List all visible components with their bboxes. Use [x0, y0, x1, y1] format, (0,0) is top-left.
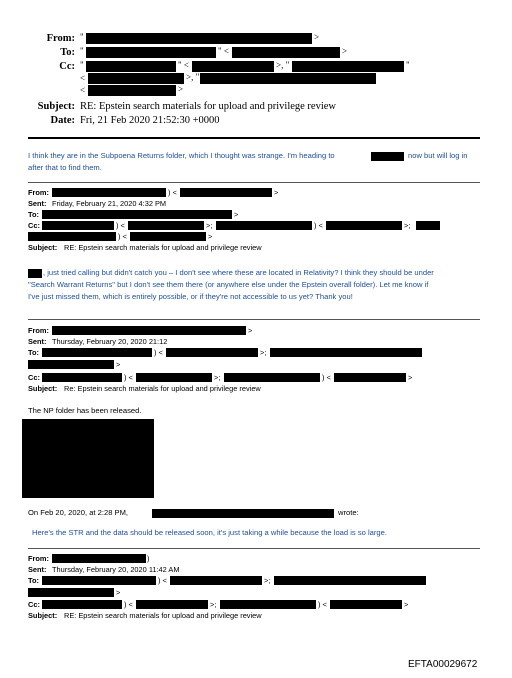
redaction — [200, 73, 376, 84]
to-label: To: — [28, 348, 39, 357]
angle-glyph: > — [116, 360, 121, 369]
cc-label: Cc: — [28, 373, 40, 382]
redaction — [180, 188, 272, 197]
redaction — [416, 221, 440, 230]
angle-glyph: ) < — [118, 232, 127, 241]
angle-glyph: > — [314, 32, 320, 42]
angle-glyph: ) < — [124, 600, 133, 609]
angle-glyph: > — [208, 232, 213, 241]
redaction — [326, 221, 402, 230]
redaction — [270, 348, 422, 357]
subject-label: Subject: — [37, 101, 75, 112]
angle-glyph: ) < — [168, 188, 177, 197]
angle-glyph: > — [274, 188, 279, 197]
message-line: I think they are in the Subpoena Returns folder, which I thought was strange. I'm heading to — [28, 151, 335, 160]
redaction — [170, 576, 262, 585]
angle-glyph: >, " — [276, 60, 290, 70]
redaction — [274, 576, 426, 585]
redaction — [42, 373, 122, 382]
angle-glyph: > — [404, 600, 409, 609]
to-label: To: — [28, 576, 39, 585]
quote-glyph: " — [80, 32, 84, 42]
sent-label: Sent: — [28, 199, 47, 208]
redaction — [28, 588, 114, 597]
redaction — [220, 600, 316, 609]
angle-glyph: < — [80, 85, 86, 95]
divider — [28, 548, 480, 549]
angle-glyph: " < — [218, 46, 229, 56]
angle-glyph: > — [178, 84, 184, 94]
redaction — [86, 47, 216, 58]
cc-label: Cc: — [28, 221, 40, 230]
angle-glyph: >; — [260, 348, 267, 357]
from-label: From: — [46, 33, 75, 44]
subject-text: RE: Epstein search materials for upload and privilege review — [64, 243, 262, 252]
quoted-message: Here's the STR and the data should be released soon, it's just taking a while because the load is so large. — [32, 528, 387, 537]
angle-glyph: " < — [178, 60, 189, 70]
angle-glyph: >; — [264, 576, 271, 585]
sent-label: Sent: — [28, 337, 47, 346]
redaction — [128, 221, 204, 230]
subject-text: RE: Epstein search materials for upload and privilege review — [80, 101, 336, 112]
angle-glyph: > — [342, 46, 348, 56]
angle-glyph: ) < — [154, 348, 163, 357]
redaction — [192, 61, 274, 72]
redaction — [216, 221, 312, 230]
angle-glyph: ) < — [158, 576, 167, 585]
redaction — [42, 210, 232, 219]
redaction — [28, 269, 42, 278]
redaction — [86, 33, 312, 44]
subject-label: Subject: — [28, 243, 58, 252]
sent-label: Sent: — [28, 565, 47, 574]
redaction — [28, 232, 116, 241]
angle-glyph: ) < — [318, 600, 327, 609]
redaction — [42, 576, 156, 585]
redaction — [232, 47, 340, 58]
subject-text: RE: Epstein search materials for upload and privilege review — [64, 611, 262, 620]
message-line: after that to find them. — [28, 163, 102, 172]
message-line: "Search Warrant Returns" but I don't see them there (or anywhere else under the Epstein overall folder). Let me know if — [28, 280, 429, 289]
redaction — [42, 221, 114, 230]
angle-glyph: > — [234, 210, 239, 219]
quote-glyph: " — [80, 60, 84, 70]
quote-glyph: " — [406, 60, 410, 70]
quote-glyph: " — [80, 46, 84, 56]
angle-glyph: ) — [147, 554, 150, 563]
redaction — [42, 348, 152, 357]
cc-label: Cc: — [59, 61, 75, 72]
header-divider — [28, 137, 480, 139]
redaction — [330, 600, 402, 609]
angle-glyph: ) < — [322, 373, 331, 382]
angle-glyph: >; — [210, 600, 217, 609]
cc-label: Cc: — [28, 600, 40, 609]
sent-value: Thursday, February 20, 2020 11:42 AM — [52, 565, 180, 574]
redaction — [166, 348, 258, 357]
angle-glyph: >; — [214, 373, 221, 382]
quote-wrote: wrote: — [338, 508, 359, 517]
angle-glyph: >, " — [186, 72, 200, 82]
subject-label: Subject: — [28, 611, 58, 620]
redaction — [52, 188, 166, 197]
to-label: To: — [28, 210, 39, 219]
angle-glyph: ) < — [124, 373, 133, 382]
redaction — [152, 509, 334, 518]
redaction — [86, 61, 176, 72]
angle-glyph: > — [408, 373, 413, 382]
message-line: I've just missed them, which is entirely possible, or if they're not accessible to us yet? Thank you! — [28, 292, 353, 301]
angle-glyph: ) < — [116, 221, 125, 230]
angle-glyph: > — [116, 588, 121, 597]
redaction — [371, 152, 404, 161]
redaction — [28, 360, 114, 369]
angle-glyph: >; — [404, 221, 411, 230]
divider — [28, 182, 480, 183]
angle-glyph: ) < — [314, 221, 323, 230]
redaction — [334, 373, 406, 382]
bates-number: EFTA00029672 — [408, 659, 478, 670]
date-label: Date: — [50, 115, 75, 126]
to-label: To: — [60, 47, 75, 58]
redaction — [88, 85, 176, 96]
from-label: From: — [28, 326, 49, 335]
redacted-signature-block — [22, 419, 154, 498]
quote-intro: On Feb 20, 2020, at 2:28 PM, — [28, 508, 129, 517]
redaction — [88, 73, 184, 84]
redaction — [292, 61, 404, 72]
message-line: The NP folder has been released. — [28, 406, 142, 415]
message-line: now but will log in — [408, 151, 468, 160]
from-label: From: — [28, 188, 49, 197]
angle-glyph: >; — [206, 221, 213, 230]
angle-glyph: > — [248, 326, 253, 335]
subject-text: Re: Epstein search materials for upload and privilege review — [64, 384, 261, 393]
sent-value: Thursday, February 20, 2020 21:12 — [52, 337, 168, 346]
date-text: Fri, 21 Feb 2020 21:52:30 +0000 — [80, 115, 220, 126]
redaction — [224, 373, 320, 382]
redaction — [52, 554, 146, 563]
divider — [28, 319, 480, 320]
redaction — [136, 600, 208, 609]
from-label: From: — [28, 554, 49, 563]
subject-label: Subject: — [28, 384, 58, 393]
redaction — [130, 232, 206, 241]
redaction — [52, 326, 246, 335]
message-line: , just tried calling but didn't catch you – I don't see where these are located in Relativity? I think they should be under — [43, 268, 434, 277]
sent-value: Friday, February 21, 2020 4:32 PM — [52, 199, 167, 208]
redaction — [42, 600, 122, 609]
angle-glyph: < — [80, 73, 86, 83]
redaction — [136, 373, 212, 382]
